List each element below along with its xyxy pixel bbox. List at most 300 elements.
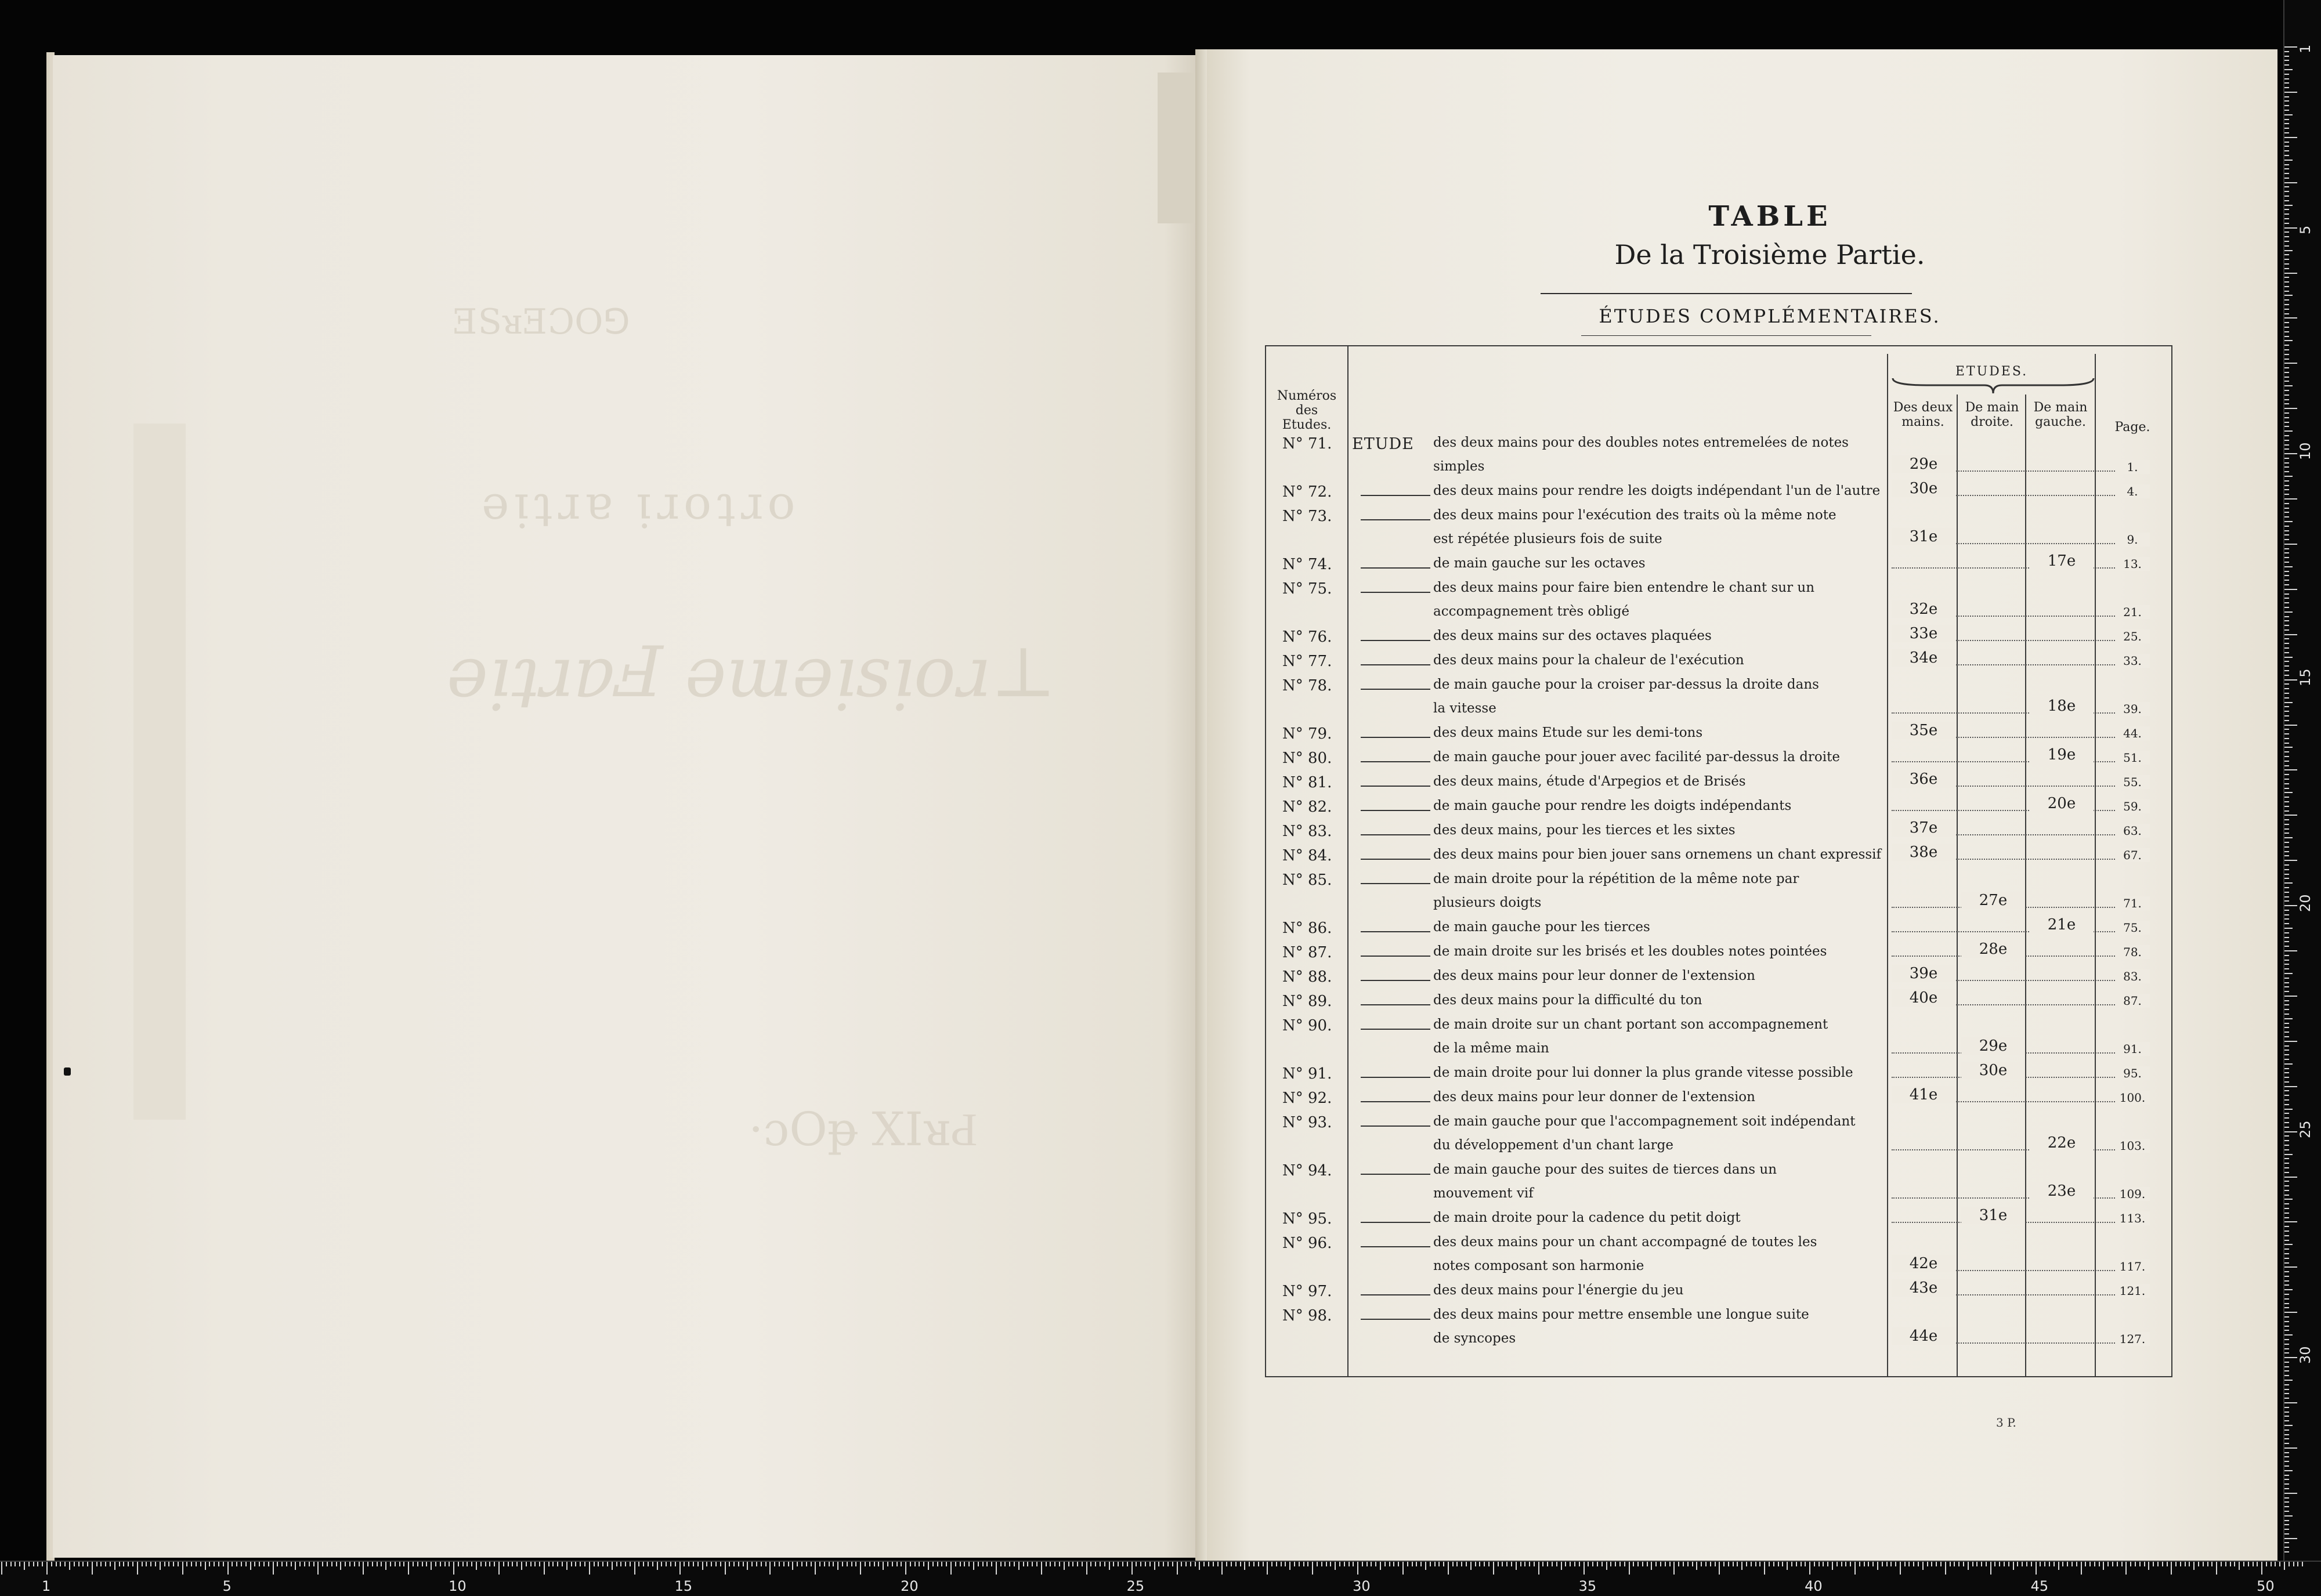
ruler-tick [1190, 1562, 1191, 1566]
etude-index-deux: 36e [1892, 770, 1955, 788]
ditto-dash [1361, 859, 1430, 860]
ruler-tick [2284, 178, 2289, 179]
page-number: 75. [2115, 921, 2150, 935]
ruler-tick [1823, 1562, 1824, 1566]
etude-description: de main droite sur les brisés et les doubles notes pointées [1433, 944, 1827, 959]
etude-index-deux: 38e [1892, 844, 1955, 861]
ruler-tick [2284, 1511, 2289, 1512]
ruler-tick [1004, 1562, 1006, 1566]
ruler-tick [2284, 1479, 2289, 1480]
ruler-tick [508, 1562, 509, 1566]
ruler-tick [413, 1562, 414, 1566]
ruler-tick [1281, 1562, 1282, 1566]
ruler-tick [2284, 309, 2289, 310]
ruler-tick [2284, 625, 2289, 626]
ruler-tick [1167, 1562, 1169, 1566]
ruler-tick [227, 1562, 229, 1575]
ruler-tick [1059, 1562, 1060, 1566]
ruler-tick [1185, 1562, 1187, 1566]
etude-number: N° 71. [1282, 435, 1332, 453]
etude-number: N° 72. [1282, 483, 1332, 501]
ditto-dash [1361, 786, 1430, 787]
ruler-tick [1235, 1562, 1237, 1566]
ruler-tick [1240, 1562, 1241, 1566]
ditto-dash [1361, 810, 1430, 811]
ruler-tick [1203, 1562, 1205, 1566]
ruler-tick [1357, 1562, 1358, 1575]
ruler-tick [2198, 1562, 2199, 1566]
ruler-tick [2284, 336, 2289, 337]
page-number: 67. [2115, 848, 2150, 862]
ruler-tick [2284, 828, 2289, 830]
etude-index-gauche: 21e [2030, 916, 2094, 933]
ruler-tick [1177, 1562, 1178, 1575]
ruler-label: 1 [42, 1578, 51, 1594]
ruler-tick [892, 1562, 893, 1566]
ruler-tick [2284, 973, 2293, 974]
ruler-tick [2284, 774, 2289, 775]
ruler-tick [2284, 1366, 2289, 1367]
ruler-tick [2284, 571, 2289, 572]
etude-index-droite: 30e [1961, 1062, 2025, 1079]
ruler-tick [1516, 1562, 1517, 1570]
ruler-tick [359, 1562, 360, 1566]
ruler-tick [2284, 783, 2289, 784]
etude-index-droite: 29e [1961, 1037, 2025, 1055]
ruler-tick [1755, 1562, 1756, 1566]
ruler-tick [2284, 1402, 2297, 1403]
ruler-tick [1484, 1562, 1485, 1566]
ruler-tick [2284, 584, 2289, 585]
ruler-tick [1027, 1562, 1028, 1566]
ruler-tick [2284, 51, 2289, 52]
etude-description: la vitesse [1433, 701, 1496, 716]
ruler-tick [1086, 1562, 1087, 1575]
ruler-tick [1994, 1562, 1995, 1566]
ruler-tick [2284, 598, 2289, 599]
ruler-tick [2284, 150, 2289, 151]
etude-number: N° 98. [1282, 1307, 1332, 1324]
ruler-tick [263, 1562, 265, 1566]
ruler-tick [2284, 1049, 2289, 1051]
page-number: 51. [2115, 751, 2150, 765]
ruler-tick [2257, 1562, 2258, 1566]
ruler-tick [2284, 1407, 2289, 1408]
ruler-tick [2284, 395, 2289, 396]
ruler-tick [64, 1562, 66, 1566]
ruler-tick [2284, 552, 2289, 553]
ruler-tick [756, 1562, 757, 1566]
ruler-tick [2284, 444, 2289, 446]
ruler-tick [2099, 1562, 2100, 1566]
etude-description: des deux mains pour leur donner de l'extension [1433, 1090, 1755, 1105]
ruler-tick [2185, 1562, 2186, 1566]
page-number: 121. [2115, 1284, 2150, 1298]
ruler-tick [453, 1562, 454, 1575]
ditto-dash [1361, 1294, 1430, 1295]
ruler-tick [928, 1562, 929, 1570]
ruler-tick [2284, 128, 2289, 129]
etude-number: N° 80. [1282, 750, 1332, 767]
ruler-tick [1954, 1562, 1955, 1566]
ruler-tick [2284, 1113, 2289, 1114]
ruler-tick [2284, 87, 2289, 88]
ruler-tick [2284, 196, 2289, 197]
ruler-tick [1145, 1562, 1146, 1566]
ruler-tick [2094, 1562, 2095, 1566]
etude-description: des deux mains pour leur donner de l'extension [1433, 968, 1755, 983]
ruler-tick [2284, 1054, 2289, 1055]
ruler-tick [2284, 1077, 2289, 1078]
ruler-tick [1728, 1562, 1729, 1566]
ruler-tick [2284, 1023, 2289, 1024]
ruler-tick [2284, 123, 2289, 124]
ruler-tick [299, 1562, 301, 1566]
ruler-tick [738, 1562, 739, 1566]
ruler-tick [2284, 874, 2289, 875]
ruler-tick [1050, 1562, 1051, 1566]
ruler-tick [946, 1562, 947, 1566]
ruler-tick [2284, 1258, 2289, 1259]
ruler-tick [2284, 1438, 2289, 1439]
ruler-tick [1466, 1562, 1467, 1566]
ruler-tick [968, 1562, 970, 1566]
ruler-tick [2216, 1562, 2217, 1575]
etude-index-droite: 31e [1961, 1207, 2025, 1224]
ruler-tick [2284, 1316, 2289, 1318]
ruler-tick [2284, 1131, 2297, 1132]
ruler-tick [2284, 539, 2289, 540]
etude-number: N° 88. [1282, 968, 1332, 986]
ruler-tick [2284, 616, 2289, 617]
ruler-tick [2284, 892, 2289, 893]
dot-leader [1892, 712, 2150, 714]
ruler-tick [1556, 1562, 1557, 1566]
etude-number: N° 73. [1282, 508, 1332, 525]
ruler-tick [1701, 1562, 1702, 1566]
ruler-tick [2284, 1470, 2293, 1471]
ruler-tick [2279, 1562, 2280, 1566]
ruler-tick [2284, 1009, 2289, 1010]
ruler-tick [37, 1562, 38, 1566]
ruler-tick [2203, 1562, 2204, 1566]
ruler-tick [1737, 1562, 1738, 1566]
ruler-tick [1615, 1562, 1616, 1566]
ruler-tick [1231, 1562, 1232, 1566]
ruler-tick [1267, 1562, 1268, 1575]
ruler-tick [571, 1562, 572, 1566]
ruler-tick [1832, 1562, 1833, 1570]
ruler-tick [2284, 706, 2289, 707]
ruler-tick [1412, 1562, 1413, 1566]
ruler-tick [2284, 1199, 2293, 1200]
ruler-tick [2284, 471, 2289, 472]
ruler-tick [2284, 1348, 2289, 1349]
ruler-tick [860, 1562, 861, 1575]
ruler-tick [281, 1562, 283, 1566]
ruler-tick [2284, 1434, 2289, 1435]
ruler-tick [837, 1562, 838, 1570]
ruler-tick [1014, 1562, 1015, 1566]
ruler-tick [2284, 634, 2297, 635]
etude-description: des deux mains Etude sur les demi-tons [1433, 725, 1703, 740]
page-number: 100. [2115, 1091, 2150, 1105]
ruler-tick [128, 1562, 129, 1566]
ruler-tick [2004, 1562, 2005, 1566]
ruler-tick [1886, 1562, 1888, 1566]
ruler-tick [1122, 1562, 1123, 1566]
ruler-tick [923, 1562, 924, 1566]
ruler-tick [2284, 1370, 2289, 1371]
ruler-tick [941, 1562, 942, 1566]
etude-number: N° 93. [1282, 1114, 1332, 1131]
ruler-tick [2284, 548, 2289, 549]
ruler-tick [2284, 1226, 2289, 1227]
ruler-tick [2284, 837, 2293, 838]
ruler-tick [1420, 1562, 1422, 1566]
ruler-tick [2284, 349, 2289, 350]
ruler-tick [2284, 168, 2289, 169]
ruler-tick [2284, 476, 2293, 477]
ruler-tick [2284, 620, 2289, 621]
ruler-tick [2284, 882, 2293, 884]
etude-word: ETUDE [1352, 435, 1414, 453]
ruler-tick [2284, 69, 2293, 70]
ruler-tick [2008, 1562, 2009, 1566]
ruler-tick [182, 1562, 183, 1575]
ruler-tick [494, 1562, 495, 1566]
ruler-tick [1181, 1562, 1182, 1566]
ruler-tick [2103, 1562, 2104, 1570]
ruler-tick [534, 1562, 536, 1566]
page-number: 9. [2115, 533, 2150, 547]
ruler-tick [2253, 1562, 2254, 1566]
ditto-dash [1361, 956, 1430, 957]
ruler-tick [2284, 1149, 2289, 1150]
ruler-tick [2284, 896, 2289, 897]
ruler-tick [1819, 1562, 1820, 1566]
ruler-tick [1090, 1562, 1091, 1566]
etude-description: de main droite pour la répétition de la même note par [1433, 871, 1799, 886]
ruler-tick [223, 1562, 224, 1566]
ruler-tick [1118, 1562, 1119, 1566]
ruler-tick [422, 1562, 423, 1566]
ruler-tick [2284, 743, 2289, 744]
ruler-tick [1018, 1562, 1019, 1570]
ruler-tick [1475, 1562, 1476, 1566]
ruler-tick [254, 1562, 255, 1566]
ruler-tick [1330, 1562, 1331, 1566]
page-title: TABLE [1708, 200, 1831, 233]
ruler-tick [2284, 1185, 2289, 1186]
ruler-tick [725, 1562, 726, 1575]
ruler-tick [1655, 1562, 1657, 1566]
ruler-tick [2284, 363, 2297, 364]
ruler-tick [2189, 1562, 2190, 1566]
etude-index-deux: 42e [1892, 1255, 1955, 1272]
ruler-tick [2284, 205, 2293, 206]
ditto-dash [1361, 883, 1430, 884]
ditto-dash [1361, 495, 1430, 496]
ruler-tick [1407, 1562, 1408, 1566]
ruler-tick [829, 1562, 830, 1566]
ruler-tick [2062, 1562, 2063, 1566]
ruler-tick [2284, 1294, 2289, 1295]
etude-description: des deux mains pour la chaleur de l'exécution [1433, 653, 1744, 668]
page-number: 39. [2115, 702, 2150, 716]
ruler-label: 30 [1353, 1578, 1371, 1594]
etude-number: N° 85. [1282, 871, 1332, 889]
ruler-tick [620, 1562, 621, 1566]
ruler-tick [2284, 78, 2289, 79]
ruler-tick [630, 1562, 631, 1566]
ruler-tick [557, 1562, 558, 1566]
etude-index-gauche: 17e [2030, 552, 2094, 570]
ruler-tick [2284, 1018, 2293, 1019]
ruler-tick [1389, 1562, 1390, 1566]
ruler-tick [2284, 960, 2289, 961]
ruler-tick [1520, 1562, 1521, 1566]
ruler-tick [2139, 1562, 2141, 1566]
ruler-tick [367, 1562, 368, 1566]
ruler-tick [2284, 526, 2289, 527]
ruler-tick [2135, 1562, 2136, 1566]
ruler-tick [2284, 1135, 2289, 1137]
ruler-tick [1958, 1562, 1960, 1566]
ruler-tick [2284, 819, 2289, 820]
ruler-tick [1624, 1562, 1625, 1566]
ruler-tick [1158, 1562, 1159, 1566]
ruler-tick [408, 1562, 409, 1575]
header-numeros: Numéros des Etudes. [1277, 389, 1337, 432]
ruler-tick [1629, 1562, 1630, 1575]
ditto-dash [1361, 1029, 1430, 1030]
ruler-tick [652, 1562, 653, 1566]
ruler-tick [905, 1562, 906, 1575]
ruler-tick [1827, 1562, 1828, 1566]
ruler-tick [2284, 1036, 2289, 1037]
ruler-tick [2284, 286, 2289, 287]
ditto-dash [1361, 1174, 1430, 1175]
ruler-tick [625, 1562, 626, 1566]
ruler-tick [69, 1562, 70, 1570]
ruler-tick [2284, 1515, 2293, 1517]
ruler-tick [1751, 1562, 1752, 1566]
ruler-tick [2284, 142, 2289, 143]
ruler-tick [2157, 1562, 2159, 1566]
ruler-tick [2284, 440, 2289, 441]
header-main-gauche: De main gauche. [2033, 400, 2088, 429]
ruler-tick [1633, 1562, 1634, 1566]
ruler-tick [2284, 611, 2293, 613]
ruler-tick [395, 1562, 396, 1566]
ruler-tick [2284, 1217, 2289, 1218]
ruler-tick [2284, 855, 2289, 856]
ruler-tick [2284, 833, 2289, 834]
ruler-tick [340, 1562, 341, 1570]
ruler-tick [2284, 996, 2297, 997]
ruler-tick [2284, 544, 2297, 545]
ruler-tick [851, 1562, 852, 1566]
ruler-tick [2026, 1562, 2027, 1566]
ruler-tick [2284, 503, 2289, 504]
ruler-tick [2284, 801, 2289, 802]
ruler-tick [2284, 1497, 2289, 1499]
page-number: 4. [2115, 484, 2150, 498]
ruler-tick [2284, 751, 2289, 752]
ruler-tick [1719, 1562, 1720, 1575]
ditto-dash [1361, 1319, 1430, 1320]
ruler-tick [2284, 679, 2297, 681]
ruler-tick [1326, 1562, 1327, 1566]
ruler-tick [1366, 1562, 1368, 1566]
ruler-tick [2284, 941, 2289, 942]
ruler-tick [1746, 1562, 1747, 1566]
dot-leader [1892, 1197, 2150, 1199]
ruler-tick [1009, 1562, 1010, 1566]
ruler-tick [2284, 1465, 2289, 1467]
ruler-tick [2284, 1158, 2289, 1159]
ruler-tick [1140, 1562, 1141, 1566]
etude-index-gauche: 23e [2030, 1182, 2094, 1200]
ruler-tick [2211, 1562, 2212, 1566]
etude-description: accompagnement très obligé [1433, 604, 1630, 619]
page-number: 33. [2115, 654, 2150, 668]
ruler-tick [2284, 1488, 2289, 1489]
etude-index-deux: 30e [1892, 480, 1955, 497]
ruler-tick [878, 1562, 879, 1566]
ruler-tick [584, 1562, 585, 1566]
ruler-tick [1773, 1562, 1774, 1566]
ruler-tick [1814, 1562, 1815, 1566]
ruler-tick [2284, 462, 2289, 464]
ruler-tick [2284, 1167, 2289, 1168]
ditto-dash [1361, 1246, 1430, 1247]
ruler-tick [2284, 96, 2289, 97]
ruler-tick [638, 1562, 639, 1566]
ruler-tick [349, 1562, 350, 1566]
etude-description: des deux mains pour mettre ensemble une longue suite [1433, 1307, 1809, 1322]
ruler-tick [2284, 209, 2289, 210]
etude-number: N° 82. [1282, 798, 1332, 816]
page-number: 1. [2115, 460, 2150, 474]
ruler-tick [1931, 1562, 1932, 1566]
ruler-tick [2284, 652, 2289, 653]
ruler-tick [2289, 1562, 2290, 1566]
ruler-tick [2071, 1562, 2073, 1566]
etude-description: des deux mains pour faire bien entendre le chant sur un [1433, 580, 1815, 595]
etude-index-deux: 43e [1892, 1279, 1955, 1297]
ruler-label: 20 [2297, 894, 2313, 913]
ruler-tick [168, 1562, 169, 1566]
ruler-tick [1430, 1562, 1431, 1566]
ruler-tick [2275, 1562, 2276, 1566]
ruler-tick [2284, 254, 2289, 255]
ruler-tick [1393, 1562, 1394, 1566]
ruler-label: 20 [901, 1578, 919, 1594]
ruler-tick [1565, 1562, 1566, 1566]
ditto-dash [1361, 689, 1430, 690]
ruler-tick [1434, 1562, 1436, 1566]
ruler-tick [381, 1562, 382, 1566]
ruler-tick [1461, 1562, 1462, 1566]
ruler-tick [1796, 1562, 1797, 1566]
ruler-tick [146, 1562, 147, 1566]
ruler-tick [1836, 1562, 1838, 1566]
ruler-tick [56, 1562, 57, 1566]
ruler-tick [417, 1562, 418, 1566]
ruler-tick [2284, 1221, 2297, 1222]
